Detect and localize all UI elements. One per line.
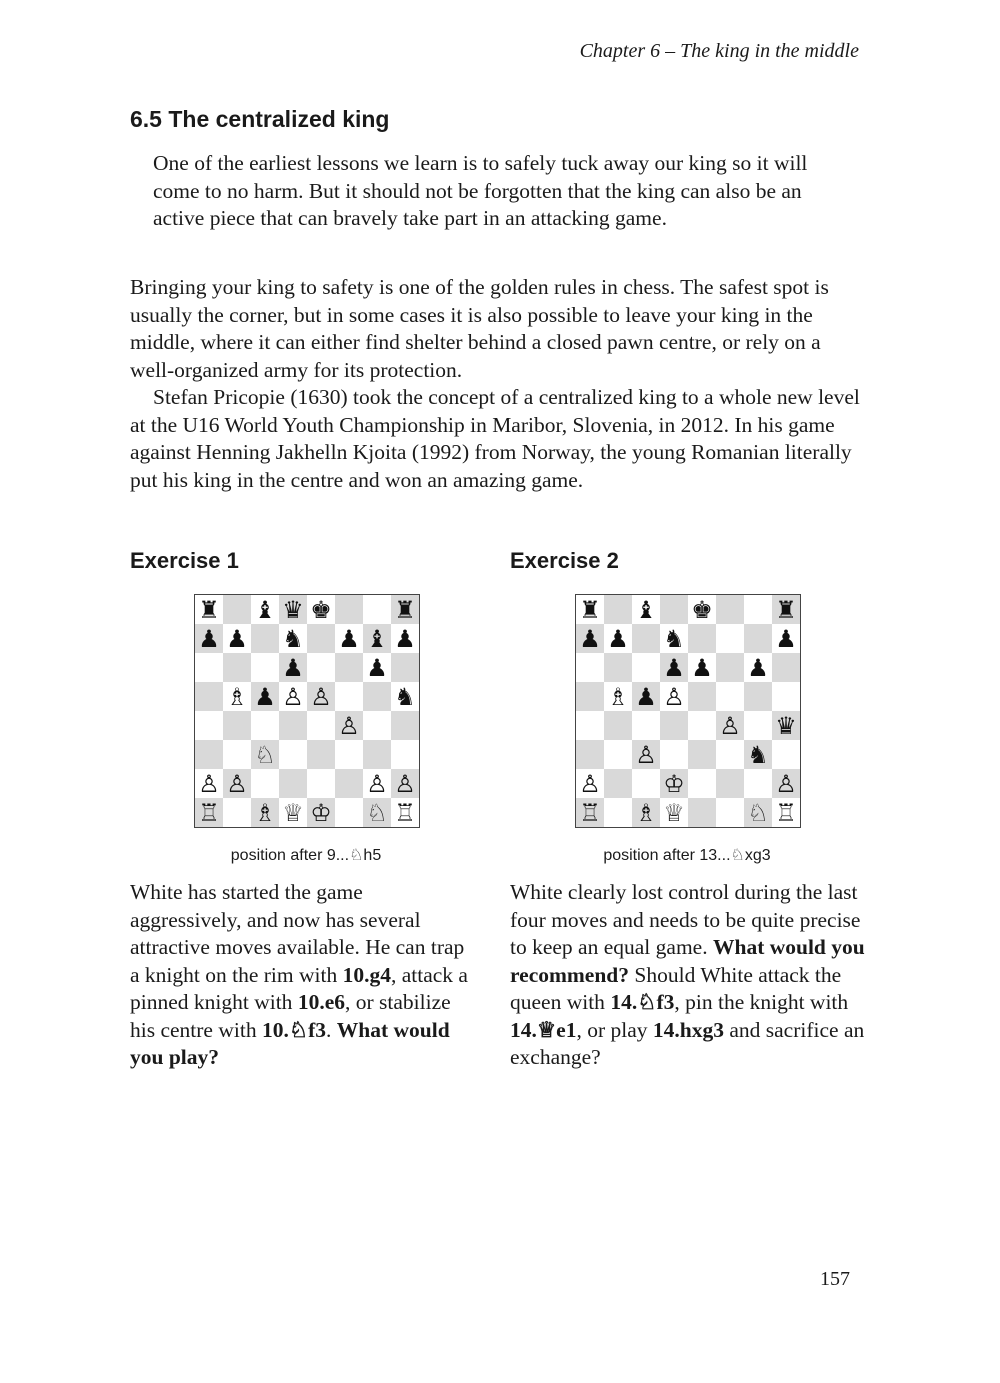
bold-move: 10.g4 [342,962,391,987]
board-square [604,798,632,827]
black-pawn-icon: ♟ [775,624,797,653]
board-square [772,769,800,798]
white-pawn-icon: ♙ [775,769,797,798]
board-square [223,798,251,827]
board-square [279,740,307,769]
white-bishop-icon: ♗ [635,798,657,827]
body-text [130,274,865,494]
board-square [307,798,335,827]
board-square [688,653,716,682]
board-square [307,653,335,682]
white-queen-icon: ♕ [282,798,304,827]
black-bishop-icon: ♝ [366,624,388,653]
board-square [335,769,363,798]
bold-move: 14.hxg3 [652,1017,724,1042]
white-bishop-icon: ♗ [226,682,248,711]
black-pawn-icon: ♟ [747,653,769,682]
section-intro: One of the earliest lessons we learn is to safely tuck away our king so it will come to no harm. But it should not be forgotten that the king can also be an active piece that can bravely take part in an attacking game. [153,151,808,230]
black-pawn-icon: ♟ [394,624,416,653]
board-square [335,798,363,827]
board-square [363,624,391,653]
board-square [772,624,800,653]
bold-move: What would you play? [130,1017,450,1069]
board-square [223,682,251,711]
black-pawn-icon: ♟ [338,624,360,653]
board-square [632,624,660,653]
board-square [716,653,744,682]
board-square [279,711,307,740]
exercise-2-chessboard [575,594,801,828]
exercise-2-caption: position after 13...♘xg3 [603,847,771,864]
board-square [279,595,307,624]
board-square [307,624,335,653]
white-pawn-icon: ♙ [198,769,220,798]
black-queen-icon: ♛ [282,595,304,624]
board-square [660,798,688,827]
board-square [251,682,279,711]
section-title: 6.5 The centralized king [130,106,390,132]
board-square [716,682,744,711]
board-square [307,682,335,711]
black-pawn-icon: ♟ [226,624,248,653]
white-pawn-icon: ♙ [719,711,741,740]
board-square [744,653,772,682]
white-pawn-icon: ♙ [579,769,601,798]
bold-move: What would you recommend? [510,935,865,987]
board-square [632,740,660,769]
white-pawn-icon: ♙ [226,769,248,798]
body-paragraph: Stefan Pricopie (1630) took the concept of a centralized king to a whole new level at the U16 World Youth Championship in Maribor, Slovenia, in 2012. In his game against Henning Jakhelln Kjoita (1992) from Norway, the young Romanian literally put his king in the centre and won an amazing game. [130,385,860,492]
board-square [744,595,772,624]
board-square [660,711,688,740]
board-square [335,624,363,653]
exercise-2-text: White clearly lost control during the last four moves and needs to be quite precise to keep an equal game. What would you recommend? Should White attack the queen with 14.♘f3, pin the knight with 14.♕e1, or play 14.hxg3 and sacrifice an exchange? [510,880,865,1069]
board-square [307,595,335,624]
board-square [279,653,307,682]
board-square [604,653,632,682]
board-square [195,624,223,653]
bold-move: 10.e6 [297,990,345,1014]
board-square [772,711,800,740]
board-square [251,769,279,798]
board-square [660,624,688,653]
board-square [632,769,660,798]
board-square [251,624,279,653]
board-square [576,769,604,798]
white-rook-icon: ♖ [198,798,220,827]
board-square [576,653,604,682]
board-square [716,711,744,740]
white-pawn-icon: ♙ [282,682,304,711]
board-square [604,682,632,711]
board-square [363,595,391,624]
board-square [251,653,279,682]
white-pawn-icon: ♙ [663,682,685,711]
black-knight-icon: ♞ [282,624,304,653]
board-square [604,740,632,769]
white-king-icon: ♔ [310,798,332,827]
black-king-icon: ♚ [310,595,332,624]
black-bishop-icon: ♝ [254,595,276,624]
board-square [688,624,716,653]
board-square [632,653,660,682]
board-square [335,595,363,624]
board-square [632,595,660,624]
board-square [195,682,223,711]
board-square [391,682,419,711]
board-square [576,624,604,653]
board-square [223,653,251,682]
board-square [576,595,604,624]
board-square [195,769,223,798]
board-square [744,798,772,827]
black-rook-icon: ♜ [579,595,601,624]
body-paragraph: Bringing your king to safety is one of the golden rules in chess. The safest spot is usually the corner, but in some cases it is also possible to leave your king in the middle, where it can either find shelter behind a closed pawn centre, or rely on a well-organized army for its protection. [130,275,829,382]
board-square [251,798,279,827]
board-square [307,769,335,798]
board-square [363,682,391,711]
exercise-1-text: White has started the game aggressively, and now has several attractive moves available. He can trap a knight on the rim with 10.g4, attack a pinned knight with 10.e6, or stabilize his centre with 10.♘f3. What would you play? [130,880,468,1069]
exercise-1-title: Exercise 1 [130,548,239,573]
board-square [688,740,716,769]
exercise-1-chessboard [194,594,420,828]
black-king-icon: ♚ [691,595,713,624]
white-pawn-icon: ♙ [310,682,332,711]
board-square [391,711,419,740]
board-square [604,711,632,740]
page-number: 157 [820,1268,850,1290]
board-square [744,682,772,711]
board-square [223,769,251,798]
board-square [604,595,632,624]
board-square [744,740,772,769]
board-square [195,711,223,740]
board-square [772,740,800,769]
board-square [251,595,279,624]
black-knight-icon: ♞ [394,682,416,711]
board-square [391,624,419,653]
board-square [391,653,419,682]
board-square [307,740,335,769]
board-square [195,653,223,682]
black-rook-icon: ♜ [394,595,416,624]
board-square [716,624,744,653]
board-square [660,769,688,798]
board-square [632,682,660,711]
black-bishop-icon: ♝ [635,595,657,624]
board-square [604,624,632,653]
white-rook-icon: ♖ [579,798,601,827]
board-square [223,740,251,769]
board-square [251,711,279,740]
board-square [223,595,251,624]
board-square [660,740,688,769]
board-square [604,769,632,798]
board-square [772,682,800,711]
board-square [335,682,363,711]
board-square [195,798,223,827]
white-bishop-icon: ♗ [254,798,276,827]
board-square [279,798,307,827]
board-square [660,653,688,682]
white-knight-icon: ♘ [747,798,769,827]
board-square [335,711,363,740]
black-queen-icon: ♛ [775,711,797,740]
exercise-2-title: Exercise 2 [510,548,619,573]
black-rook-icon: ♜ [198,595,220,624]
exercise-1-caption: position after 9...♘h5 [230,847,382,864]
board-square [335,653,363,682]
board-square [363,798,391,827]
bold-move: 14.♘f3 [610,990,675,1014]
board-square [335,740,363,769]
board-square [632,798,660,827]
black-pawn-icon: ♟ [579,624,601,653]
running-head: Chapter 6 – The king in the middle [579,40,859,62]
board-square [576,682,604,711]
board-square [195,595,223,624]
white-king-icon: ♔ [663,769,685,798]
board-square [251,740,279,769]
black-knight-icon: ♞ [663,624,685,653]
board-square [772,798,800,827]
board-square [772,653,800,682]
board-square [576,798,604,827]
board-square [391,769,419,798]
board-square [716,595,744,624]
bold-move: 10.♘f3 [261,1017,327,1042]
white-rook-icon: ♖ [394,798,416,827]
bold-move: 14.♕e1 [510,1017,577,1042]
board-square [223,624,251,653]
board-square [363,711,391,740]
black-pawn-icon: ♟ [254,682,276,711]
board-square [307,711,335,740]
board-square [744,711,772,740]
board-square [688,682,716,711]
board-square [716,740,744,769]
black-pawn-icon: ♟ [198,624,220,653]
black-pawn-icon: ♟ [663,653,685,682]
black-pawn-icon: ♟ [607,624,629,653]
black-knight-icon: ♞ [747,740,769,769]
black-pawn-icon: ♟ [366,653,388,682]
board-square [744,624,772,653]
board-square [660,682,688,711]
white-queen-icon: ♕ [663,798,685,827]
board-square [716,798,744,827]
board-square [688,769,716,798]
board-square [688,711,716,740]
board-square [772,595,800,624]
white-bishop-icon: ♗ [607,682,629,711]
white-rook-icon: ♖ [775,798,797,827]
board-square [688,595,716,624]
black-pawn-icon: ♟ [282,653,304,682]
board-square [363,769,391,798]
board-square [660,595,688,624]
board-square [223,711,251,740]
board-square [363,740,391,769]
white-pawn-icon: ♙ [635,740,657,769]
board-square [363,653,391,682]
board-square [391,798,419,827]
white-pawn-icon: ♙ [394,769,416,798]
board-square [576,740,604,769]
board-square [279,769,307,798]
board-square [195,740,223,769]
board-square [744,769,772,798]
board-square [391,595,419,624]
board-square [279,682,307,711]
board-square [716,769,744,798]
board-square [632,711,660,740]
white-knight-icon: ♘ [366,798,388,827]
board-square [279,624,307,653]
black-rook-icon: ♜ [775,595,797,624]
white-pawn-icon: ♙ [366,769,388,798]
board-square [391,740,419,769]
black-pawn-icon: ♟ [691,653,713,682]
white-knight-icon: ♘ [254,740,276,769]
black-pawn-icon: ♟ [635,682,657,711]
board-square [576,711,604,740]
white-pawn-icon: ♙ [338,711,360,740]
board-square [688,798,716,827]
